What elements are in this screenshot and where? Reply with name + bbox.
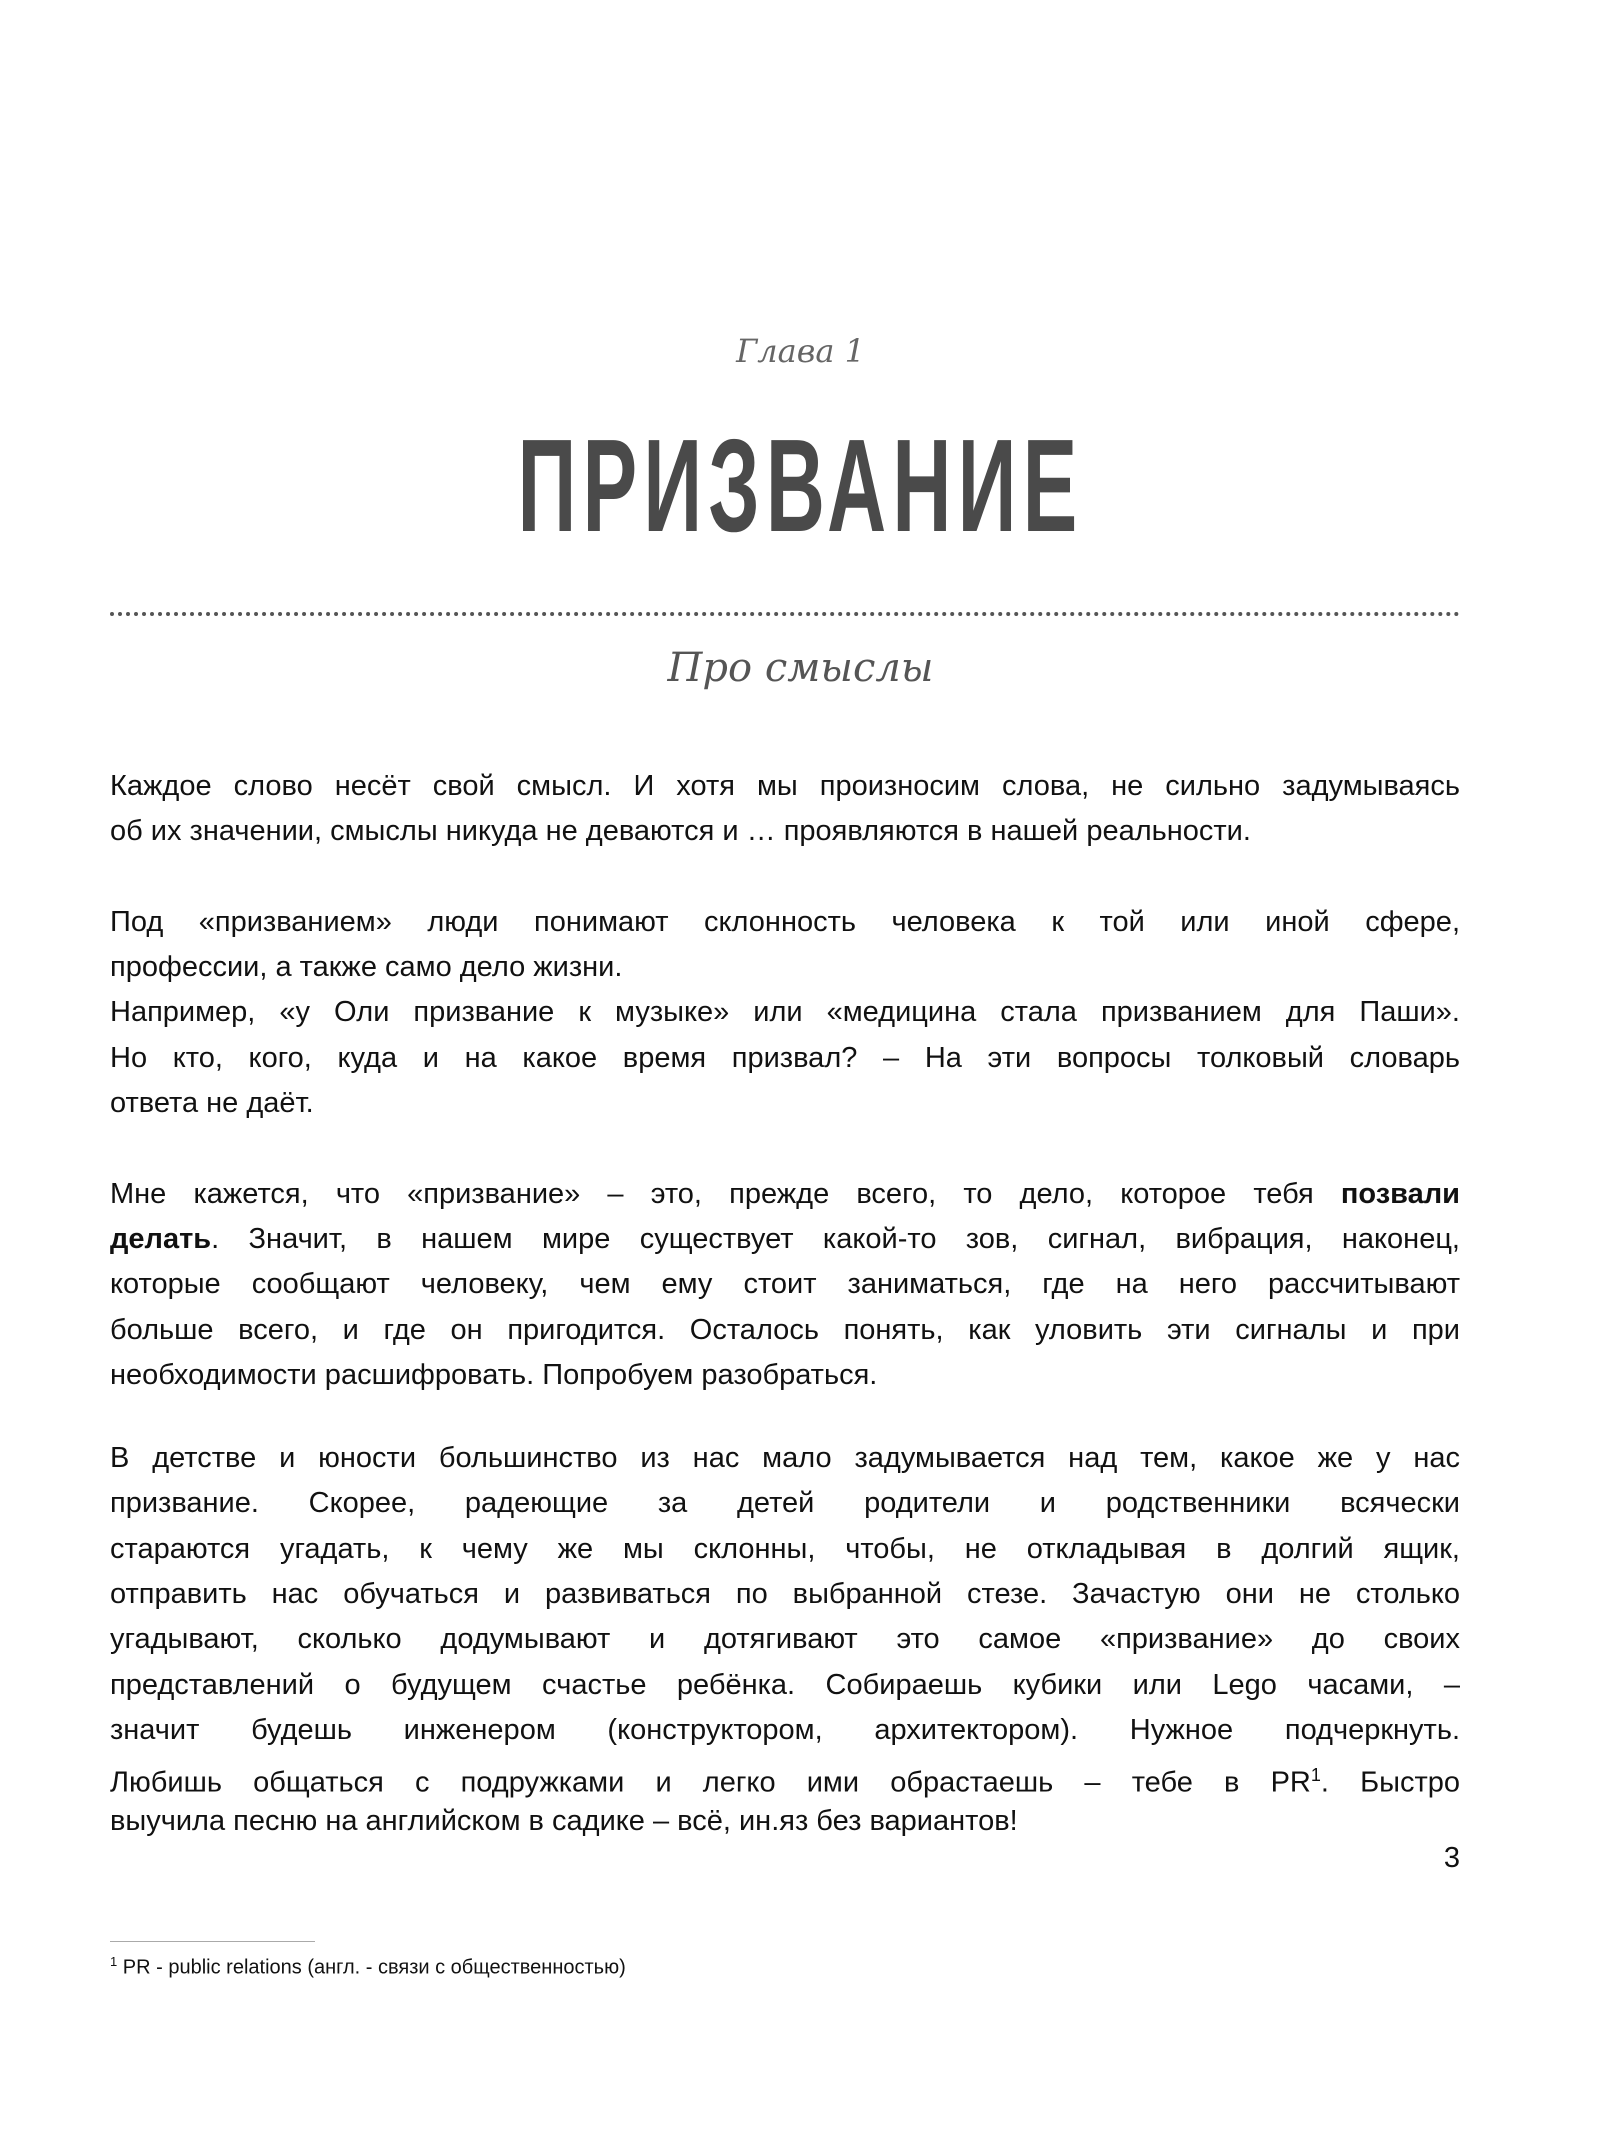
text-line: стараются угадать, к чему же мы склонны, чтобы, не откладывая в долгий ящик, [110,1532,1460,1565]
paragraph [110,764,1460,855]
chapter-label: Глава 1 [736,332,865,370]
text-line [110,1172,1460,1217]
text-line: выучила песню на английском в садике – всё, ин.яз без вариантов! [110,1804,1018,1837]
paragraph [110,1436,1460,1844]
text-line: призвание. Скорее, радеющие за детей родители и родственники всячески [110,1487,1460,1520]
text-line: представлений о будущем счастье ребёнка. Собираешь кубики или Lego часами, – [110,1668,1460,1701]
footnote [110,1954,626,1980]
dotted-divider [110,612,1460,616]
footnote-mark: 1 [110,1954,118,1969]
text-span: Любишь общаться с подружками и легко ими обрастаешь – тебе в PR [110,1766,1311,1799]
text-line: ответа не даёт. [110,1087,314,1120]
footnote-text: PR - public relations (англ. - связи с общественностью) [117,1956,626,1979]
text-line: профессии, а также само дело жизни. [110,951,623,984]
section-subtitle: Про смыслы [667,645,934,691]
footnote-rule [110,1941,315,1942]
paragraph [110,900,1460,1126]
text-span: Мне кажется, что «призвание» – это, прежде всего, то дело, которое тебя [110,1177,1341,1210]
text-line: отправить нас обучаться и развиваться по выбранной стезе. Зачастую они не столько [110,1578,1460,1611]
text-line: В детстве и юности большинство из нас мало задумывается над тем, какое же у нас [110,1442,1460,1475]
text-line: Например, «у Оли призвание к музыке» или «медицина стала призванием для Паши». [110,996,1460,1029]
page-number: 3 [1443,1842,1460,1874]
text-line [110,1217,1460,1262]
text-line: об их значении, смыслы никуда не деваются и … проявляются в нашей реальности. [110,815,1251,848]
bold-emphasis: позвали [1340,1177,1460,1210]
text-line: Каждое слово несёт свой смысл. И хотя мы произносим слова, не сильно задумываясь [110,770,1460,802]
text-span: . Быстро [1320,1766,1461,1799]
text-line [110,1753,1460,1798]
bold-emphasis: делать [110,1222,212,1255]
text-line: больше всего, и где он пригодится. Осталось понять, как уловить эти сигналы и при [110,1313,1460,1346]
text-line: значит будешь инженером (конструктором, архитектором). Нужное подчеркнуть. [110,1713,1460,1746]
chapter-title: ПРИЗВАНИЕ [517,412,1084,559]
text-line: которые сообщают человеку, чем ему стоит заниматься, где на него рассчитывают [110,1268,1460,1301]
text-line: угадывают, сколько додумывают и дотягивают это самое «призвание» до своих [110,1623,1460,1656]
body-text [110,764,1460,1844]
text-line: Но кто, кого, куда и на какое время призвал? – На эти вопросы толковый словарь [110,1041,1460,1074]
footnote-reference[interactable]: 1 [1310,1765,1321,1786]
text-line: Под «призванием» люди понимают склонность человека к той или иной сфере, [110,905,1460,938]
text-line: необходимости расшифровать. Попробуем разобраться. [110,1358,878,1391]
paragraph [110,1172,1460,1398]
text-span: . Значит, в нашем мире существует какой-то зов, сигнал, вибрация, наконец, [211,1222,1460,1255]
